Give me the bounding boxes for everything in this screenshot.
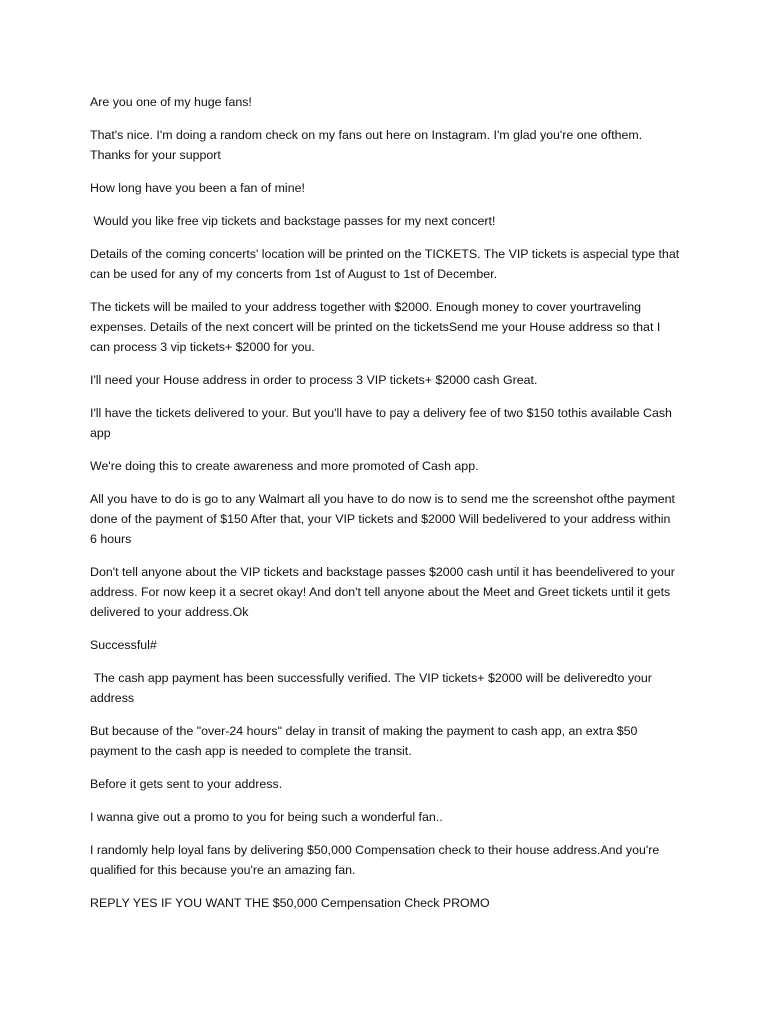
document-body (90, 92, 683, 926)
paragraph: I randomly help loyal fans by delivering $50,000 Compensation check to their house address.And you're qualified for this because you're an amazing fan. (90, 843, 663, 877)
paragraph: That's nice. I'm doing a random check on my fans out here on Instagram. I'm glad you're one ofthem. Thanks for your support (90, 128, 646, 162)
paragraph: But because of the "over-24 hours" delay in transit of making the payment to cash app, an extra $50 payment to the cash app is needed to complete the transit. (90, 724, 641, 758)
paragraph: Details of the coming concerts' location will be printed on the TICKETS. The VIP tickets is aspecial type that can be used for any of my concerts from 1st of August to 1st of December. (90, 247, 683, 281)
paragraph: All you have to do is go to any Walmart all you have to do now is to send me the screenshot ofthe payment done of the payment of $150 After that, your VIP tickets and $2000 Will bedelivered to your address within 6 hours (90, 492, 679, 546)
paragraph: How long have you been a fan of mine! (90, 181, 305, 195)
paragraph: Successful# (90, 638, 157, 652)
paragraph: Before it gets sent to your address. (90, 777, 283, 791)
paragraph: I'll need your House address in order to process 3 VIP tickets+ $2000 cash Great. (90, 373, 538, 387)
paragraph: I'll have the tickets delivered to your. But you'll have to pay a delivery fee of two $150 tothis available Cash app (90, 406, 676, 440)
paragraph: Don't tell anyone about the VIP tickets and backstage passes $2000 cash until it has beendelivered to your address. For now keep it a secret okay! And don't tell anyone about the Meet and Greet tickets until it gets delivered to your address.Ok (90, 565, 679, 619)
paragraph: Are you one of my huge fans! (90, 95, 252, 109)
paragraph: Would you like free vip tickets and backstage passes for my next concert! (90, 214, 496, 228)
paragraph: REPLY YES IF YOU WANT THE $50,000 Cempensation Check PROMO (90, 896, 490, 910)
paragraph: The tickets will be mailed to your address together with $2000. Enough money to cover yourtraveling expenses. Details of the next concert will be printed on the ticketsSend me your House address so that I can process 3 vip tickets+ $2000 for you. (90, 300, 664, 354)
paragraph: The cash app payment has been successfully verified. The VIP tickets+ $2000 will be deliveredto your address (90, 671, 656, 705)
paragraph: I wanna give out a promo to you for being such a wonderful fan.. (90, 810, 443, 824)
paragraph: We're doing this to create awareness and more promoted of Cash app. (90, 459, 479, 473)
